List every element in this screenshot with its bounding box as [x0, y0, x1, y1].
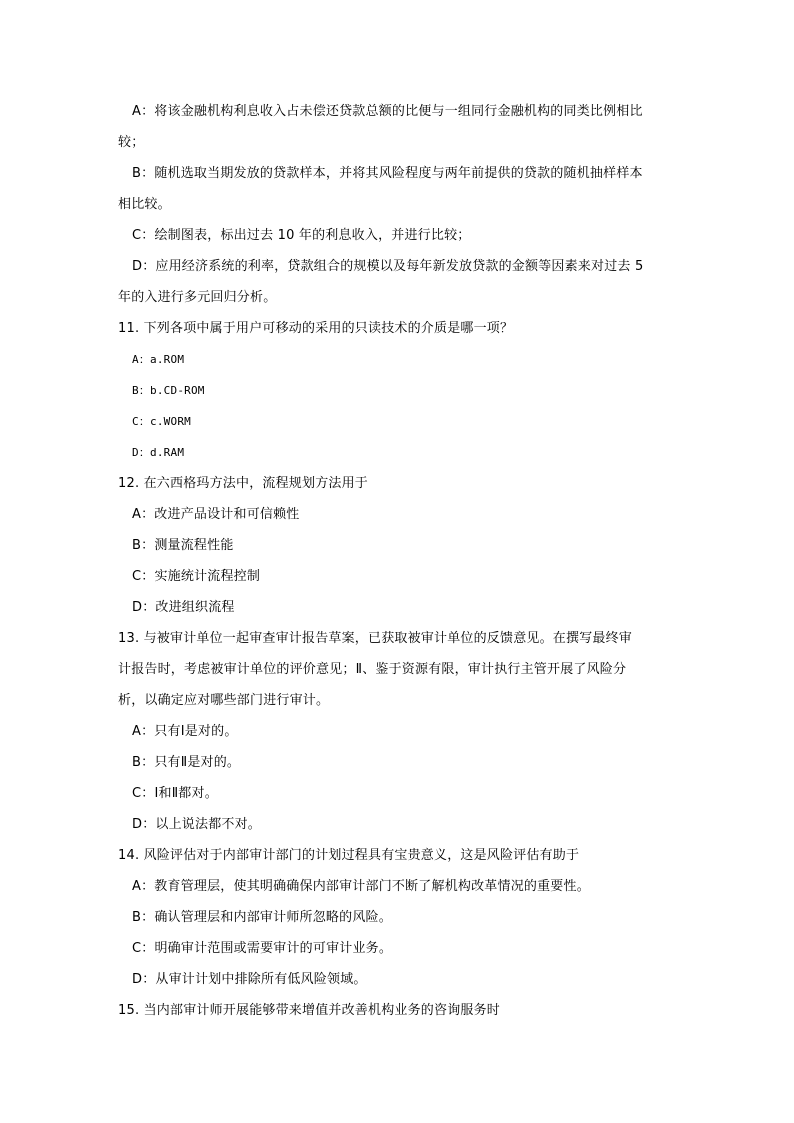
- option-line: B：只有Ⅱ是对的。: [132, 755, 241, 770]
- option-line: C：实施统计流程控制: [132, 569, 261, 584]
- continuation-line: 较；: [118, 135, 145, 150]
- option-line: C：明确审计范围或需要审计的可审计业务。: [132, 941, 393, 956]
- question-12: 12. 在六西格玛方法中，流程规划方法用于: [118, 476, 369, 491]
- option-line: A：改进产品设计和可信赖性: [132, 507, 300, 522]
- question-11: 11. 下列各项中属于用户可移动的采用的只读技术的介质是哪一项？: [118, 321, 514, 336]
- question-13: 13. 与被审计单位一起审查审计报告草案，已获取被审计单位的反馈意见。在撰写最终审: [118, 631, 633, 646]
- option-line: A：只有Ⅰ是对的。: [132, 724, 238, 739]
- option-line: A：教育管理层，使其明确确保内部审计部门不断了解机构改革情况的重要性。: [132, 879, 590, 894]
- option-line: A：将该金融机构利息收入占未偿还贷款总额的比便与一组同行金融机构的同类比例相比: [132, 104, 643, 119]
- continuation-line: 计报告时，考虑被审计单位的评价意见；Ⅱ、鉴于资源有限，审计执行主管开展了风险分: [118, 662, 627, 677]
- option-line: D：应用经济系统的利率，贷款组合的规模以及每年新发放贷款的金额等因素来对过去 5: [132, 259, 644, 274]
- question-14: 14. 风险评估对于内部审计部门的计划过程具有宝贵意义，这是风险评估有助于: [118, 848, 580, 863]
- option-line: C：c.WORM: [132, 415, 191, 428]
- option-line: D：以上说法都不对。: [132, 817, 262, 832]
- option-line: B：b.CD-ROM: [132, 384, 205, 397]
- option-line: A：a.ROM: [132, 353, 185, 366]
- continuation-line: 相比较。: [118, 197, 171, 212]
- option-line: D：从审计计划中排除所有低风险领域。: [132, 972, 367, 987]
- option-line: B：随机选取当期发放的贷款样本，并将其风险程度与两年前提供的贷款的随机抽样样本: [132, 166, 643, 181]
- option-line: B：确认管理层和内部审计师所忽略的风险。: [132, 910, 392, 925]
- option-line: D：d.RAM: [132, 446, 185, 459]
- option-line: C：绘制图表，标出过去 10 年的利息收入，并进行比较；: [132, 228, 471, 243]
- question-15: 15. 当内部审计师开展能够带来增值并改善机构业务的咨询服务时: [118, 1003, 501, 1018]
- continuation-line: 年的入进行多元回归分析。: [118, 290, 277, 305]
- option-line: C：Ⅰ和Ⅱ都对。: [132, 786, 218, 801]
- option-line: D：改进组织流程: [132, 600, 235, 615]
- document-body: [118, 96, 678, 1026]
- option-line: B：测量流程性能: [132, 538, 234, 553]
- continuation-line: 析，以确定应对哪些部门进行审计。: [118, 693, 330, 708]
